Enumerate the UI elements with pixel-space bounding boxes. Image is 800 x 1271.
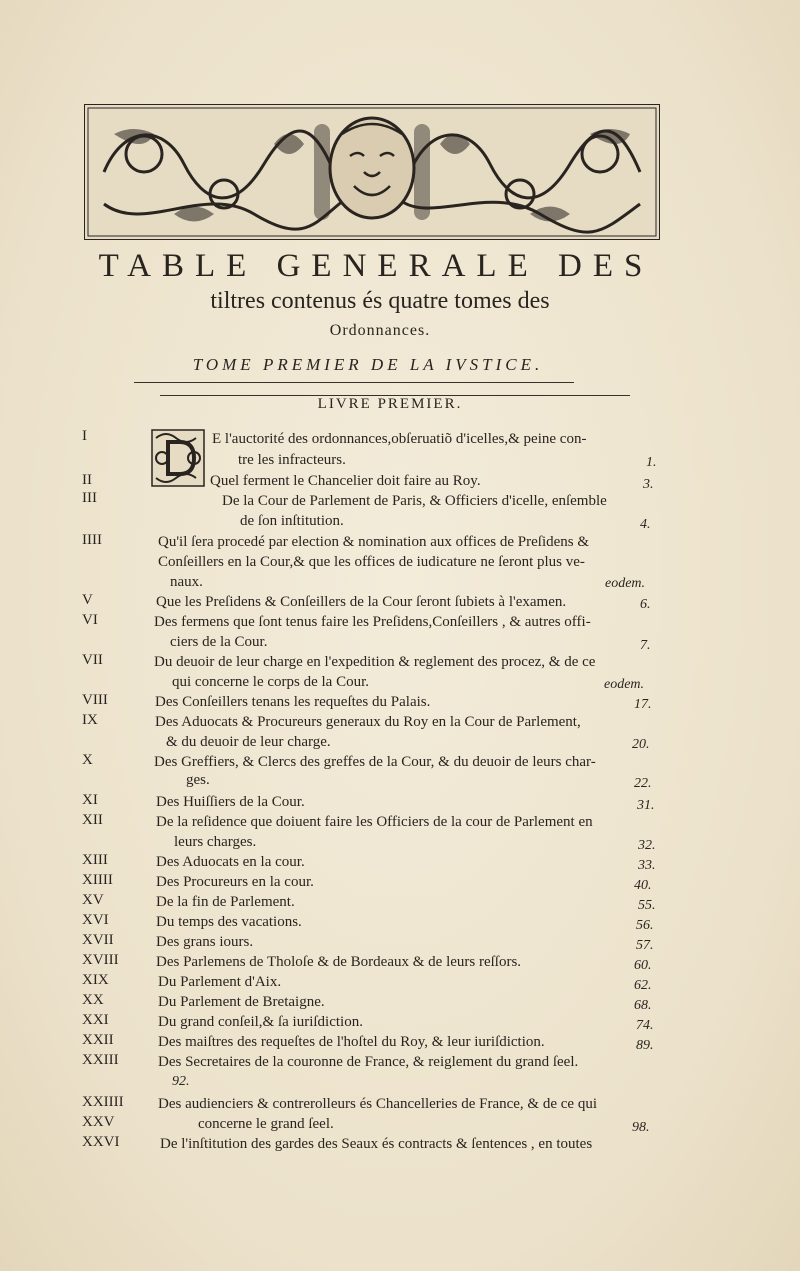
entry-number: II [82,472,92,488]
entry-number: XIIII [82,872,113,888]
entry-text: Des Greffiers, & Clercs des greffes de la Cour, & du deuoir de leurs char- [154,754,596,770]
entry-number: XIII [82,852,108,868]
entry-number: VIII [82,692,108,708]
entry-page: 33. [638,858,656,873]
entry-text: 92. [172,1074,190,1089]
entry-number: XXVI [82,1134,120,1150]
entry-number: XXIIII [82,1094,124,1110]
entry-page: 22. [634,776,652,791]
entry-page: eodem. [605,576,646,591]
entry-number: XXII [82,1032,114,1048]
entry-text: Des Procureurs en la cour. [156,874,314,890]
entry-text: Du Parlement d'Aix. [158,974,282,990]
page-subtitle-2: Ordonnances. [329,322,431,339]
entry-page: 68. [634,998,652,1013]
entry-number: VII [82,652,103,668]
entry-number: X [82,752,93,768]
page-title: TABLE GENERALE DES [98,248,654,284]
entry-text: De la Cour de Parlement de Paris, & Officiers d'icelle, enſemble [222,493,607,509]
entry-text: ciers de la Cour. [170,634,268,650]
entry-number: IIII [82,532,102,548]
entry-text: De la reſidence que doiuent faire les Officiers de la cour de Parlement en [156,814,593,830]
entry-text: Du grand conſeil,& ſa iuriſdiction. [158,1014,363,1030]
entry-page: 6. [640,597,651,612]
entry-page: 89. [636,1038,654,1053]
entry-page: 74. [636,1018,654,1033]
entry-text: leurs charges. [174,834,257,850]
entry-text: Quel ferment le Chancelier doit faire au Roy. [210,473,481,489]
entry-number: I [82,428,87,444]
entry-text: E l'auctorité des ordonnances,obſeruatiõ d'icelles,& peine con- [212,431,587,447]
entry-page: 32. [638,838,656,853]
entry-page: 60. [634,958,652,973]
entry-text: Conſeillers en la Cour,& que les offices de iudicature ne ſeront plus ve- [158,554,585,570]
entry-text: naux. [170,574,203,590]
entry-number: XVI [82,912,109,928]
entry-page: 56. [636,918,654,933]
entry-text: tre les infracteurs. [238,452,346,468]
entry-text: Du Parlement de Bretaigne. [158,994,325,1010]
entry-text: Des Aduocats en la cour. [156,854,305,870]
entry-text: ges. [186,772,210,788]
entry-number: XVIII [82,952,119,968]
entry-page: 57. [636,938,654,953]
entry-page: 3. [643,477,654,492]
entry-text: Des Huiſſiers de la Cour. [156,794,305,810]
entry-page: 31. [637,798,655,813]
entry-text: de ſon inſtitution. [240,513,344,529]
entry-number: IX [82,712,98,728]
entry-page: 4. [640,517,651,532]
entry-number: XVII [82,932,114,948]
entry-page: 7. [640,638,651,653]
entry-number: XX [82,992,104,1008]
entry-page: 1. [646,455,657,470]
entry-number: III [82,490,97,506]
entry-text: Du temps des vacations. [156,914,302,930]
entry-page: 55. [638,898,656,913]
entry-text: Des Aduocats & Procureurs generaux du Roy en la Cour de Parlement, [155,714,581,730]
entry-page: 40. [634,878,652,893]
entry-text: Des Secretaires de la couronne de France, & reiglement du grand ſeel. [158,1054,579,1070]
entry-number: XXIII [82,1052,119,1068]
entry-text: Du deuoir de leur charge en l'expedition & reglement des procez, & de ce [154,654,596,670]
page-subtitle: tiltres contenus és quatre tomes des [210,288,550,314]
entry-text: Des Parlemens de Tholoſe & de Bordeaux & de leurs reſſors. [156,954,522,970]
entry-text: Des grans iours. [156,934,254,950]
entry-text: Que les Preſidens & Conſeillers de la Cour ſeront ſubiets à l'examen. [156,594,567,610]
entry-number: V [82,592,93,608]
entry-text: Des maiſtres des requeſtes de l'hoſtel du Roy, & leur iuriſdiction. [158,1034,545,1050]
entry-number: XXI [82,1012,109,1028]
entry-text: De la fin de Parlement. [156,894,295,910]
entry-text: De l'inſtitution des gardes des Seaux és contracts & ſentences , en toutes [160,1136,593,1152]
livre-heading: LIVRE PREMIER. [317,396,463,412]
entry-text: Des audienciers & contrerolleurs és Chancelleries de France, & de ce qui [158,1096,597,1112]
entry-number: XIX [82,972,109,988]
entry-text: & du deuoir de leur charge. [166,734,331,750]
entry-page: 98. [632,1120,650,1135]
entry-text: qui concerne le corps de la Cour. [172,674,370,690]
entry-number: XV [82,892,104,908]
entry-number: XXV [82,1114,115,1130]
entry-text: concerne le grand ſeel. [198,1116,334,1132]
entry-page: 20. [632,737,650,752]
entry-page: eodem. [604,677,645,692]
entry-number: XI [82,792,98,808]
entry-page: 17. [634,697,652,712]
tome-heading: TOME PREMIER DE LA IVSTICE. [192,355,544,374]
entry-text: Des fermens que ſont tenus faire les Preſidens,Conſeillers , & autres offi- [154,614,591,630]
entry-text: Des Conſeillers tenans les requeſtes du Palais. [155,694,431,710]
entry-text: Qu'il ſera procedé par election & nomination aux offices de Preſidens & [158,534,590,550]
entry-number: XII [82,812,103,828]
entry-page: 62. [634,978,652,993]
entry-number: VI [82,612,98,628]
